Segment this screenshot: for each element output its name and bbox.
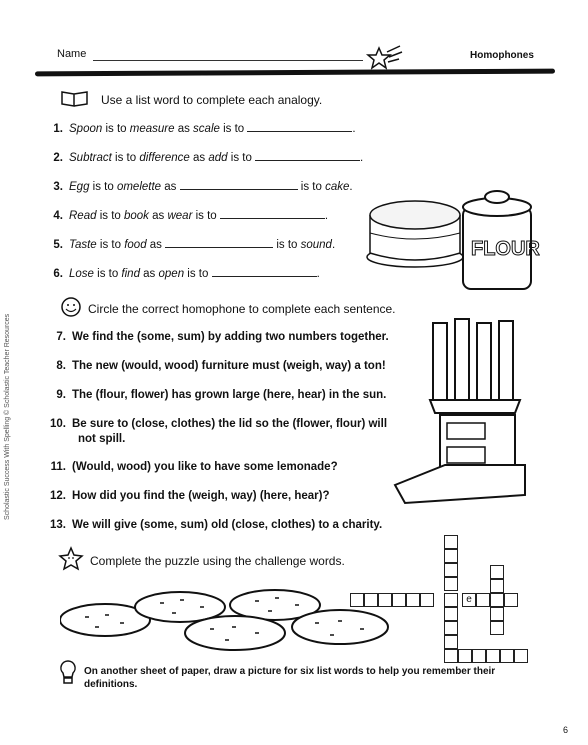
answer-blank[interactable] xyxy=(165,247,273,248)
puzzle-cell[interactable] xyxy=(350,593,364,607)
puzzle-cell[interactable] xyxy=(420,593,434,607)
section1-instruction: Use a list word to complete each analogy. xyxy=(101,93,323,107)
puzzle-cell[interactable] xyxy=(476,593,490,607)
analogy-1: 1. Spoon is to measure as scale is to . xyxy=(53,123,356,135)
answer-blank[interactable] xyxy=(255,160,360,161)
name-field-line[interactable] xyxy=(93,60,363,61)
sentence-9: 9. The (flour, flower) has grown large (here, hear) in the sun. xyxy=(56,389,387,401)
copyright-sidebar: Scholastic Success With Spelling © Scholastic Teacher Resources xyxy=(4,313,11,520)
name-label: Name xyxy=(57,48,87,60)
lightbulb-icon xyxy=(58,658,78,688)
book-icon xyxy=(60,88,90,108)
answer-blank[interactable] xyxy=(180,189,298,190)
answer-blank[interactable] xyxy=(220,218,325,219)
worksheet-title: Homophones xyxy=(470,50,534,61)
section2-instruction: Circle the correct homophone to complete each sentence. xyxy=(88,302,396,316)
puzzle-cell[interactable] xyxy=(378,593,392,607)
analogy-2: 2. Subtract is to difference as add is to . xyxy=(53,152,364,164)
puzzle-cell[interactable] xyxy=(444,535,458,549)
puzzle-cell[interactable] xyxy=(406,593,420,607)
footer-instruction: On another sheet of paper, draw a picture for six list words to help you remember their definitions. xyxy=(84,666,496,690)
puzzle-cell[interactable] xyxy=(364,593,378,607)
sentence-12: 12. How did you find the (weigh, way) (here, hear)? xyxy=(50,490,330,502)
puzzle-cell[interactable] xyxy=(490,565,504,579)
sentence-8: 8. The new (would, wood) furniture must (weigh, way) a ton! xyxy=(56,360,386,372)
sentence-11: 11. (Would, wood) you like to have some lemonade? xyxy=(50,461,338,473)
puzzle-cell-e[interactable]: e xyxy=(462,593,476,607)
puzzle-cell[interactable] xyxy=(490,579,504,593)
puzzle-cell[interactable] xyxy=(472,649,486,663)
puzzle-cell[interactable] xyxy=(514,649,528,663)
puzzle-cell[interactable] xyxy=(500,649,514,663)
analogy-5: 5. Taste is to food as is to sound. xyxy=(53,239,336,251)
puzzle-cell[interactable] xyxy=(444,635,458,649)
flour-label: FLOUR xyxy=(471,238,540,260)
crossword-puzzle xyxy=(340,535,540,665)
puzzle-cell[interactable] xyxy=(444,563,458,577)
sentence-10: 10. Be sure to (close, clothes) the lid so the (flower, flour) will xyxy=(50,418,388,430)
puzzle-cell[interactable] xyxy=(444,593,458,607)
toaster-and-wood-illustration xyxy=(385,315,535,515)
page-number: 6 xyxy=(563,725,569,735)
puzzle-cell[interactable] xyxy=(392,593,406,607)
puzzle-cell[interactable] xyxy=(490,621,504,635)
analogy-4: 4. Read is to book as wear is to . xyxy=(53,210,329,222)
cake-and-flour-illustration xyxy=(360,185,540,300)
puzzle-cell[interactable] xyxy=(444,607,458,621)
puzzle-cell[interactable] xyxy=(444,577,458,591)
smiley-face-icon xyxy=(60,296,82,318)
puzzle-cell[interactable] xyxy=(486,649,500,663)
puzzle-cell[interactable] xyxy=(504,593,518,607)
sentence-13: 13. We will give (some, sum) old (close, clothes) to a charity. xyxy=(50,519,383,531)
puzzle-cell[interactable] xyxy=(458,649,472,663)
star-face-icon xyxy=(58,546,84,572)
puzzle-cell[interactable] xyxy=(444,621,458,635)
analogy-6: 6. Lose is to find as open is to . xyxy=(53,268,320,280)
sentence-10-continued: not spill. xyxy=(78,433,126,445)
puzzle-cell[interactable] xyxy=(444,549,458,563)
sentence-7: 7. We find the (some, sum) by adding two numbers together. xyxy=(56,331,389,343)
answer-blank[interactable] xyxy=(212,276,317,277)
answer-blank[interactable] xyxy=(247,131,352,132)
puzzle-cell[interactable] xyxy=(490,593,504,607)
section3-instruction: Complete the puzzle using the challenge words. xyxy=(90,554,345,568)
puzzle-cell[interactable] xyxy=(444,649,458,663)
puzzle-cell[interactable] xyxy=(490,607,504,621)
analogy-3: 3. Egg is to omelette as is to cake. xyxy=(53,181,353,193)
header-divider xyxy=(35,69,555,77)
